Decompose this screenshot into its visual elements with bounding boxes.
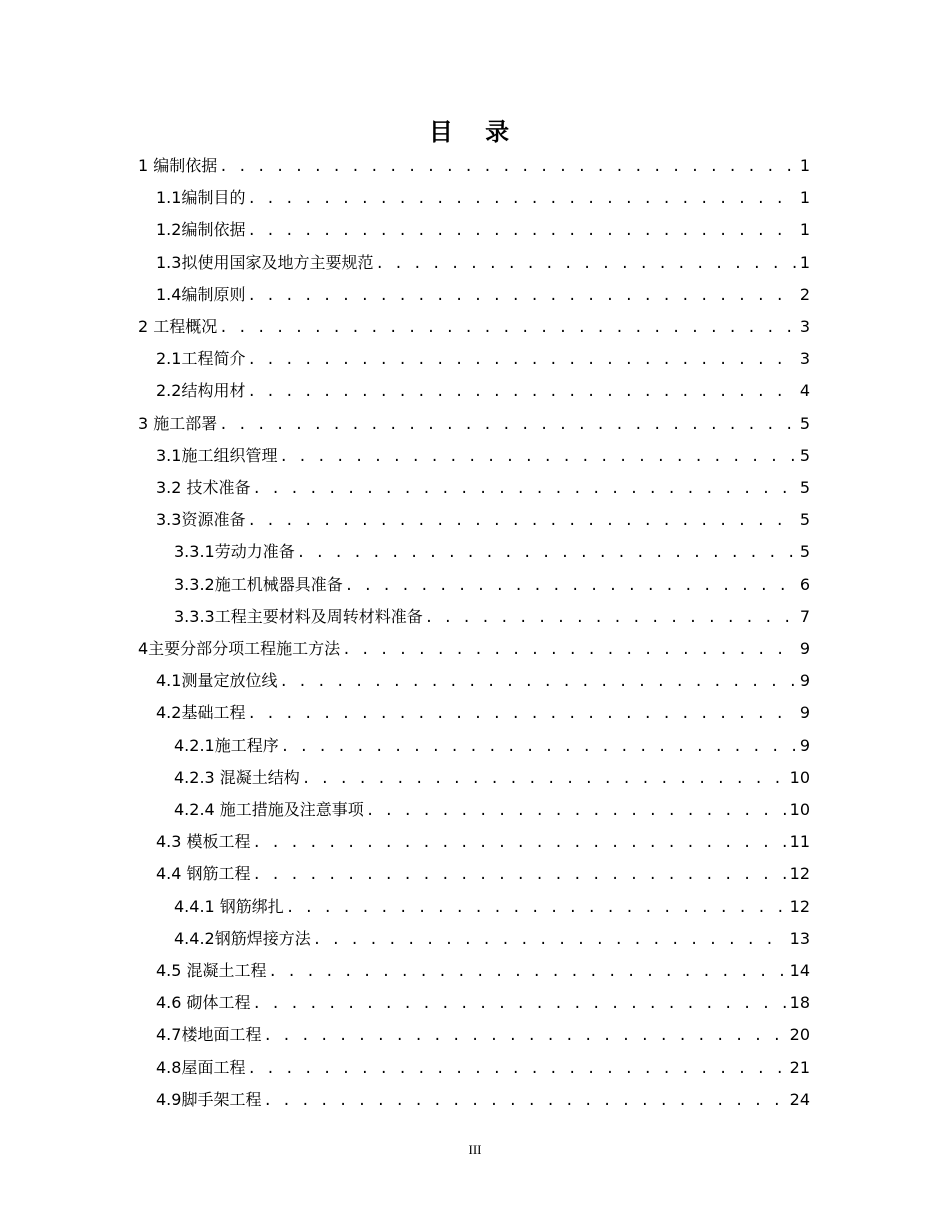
toc-dot-leader [247, 283, 795, 309]
toc-entry-label: 3 施工部署 [138, 414, 218, 433]
toc-entry-page-number: 10 [789, 768, 810, 787]
toc-dot-leader [302, 766, 786, 792]
toc-entry-page-number: 2 [799, 285, 810, 304]
toc-entry-page-number: 18 [789, 993, 810, 1012]
toc-entry[interactable] [156, 282, 810, 308]
toc-entry[interactable] [156, 1055, 810, 1081]
toc-entry-label: 2 工程概况 [138, 317, 218, 336]
toc-entry[interactable] [138, 411, 810, 437]
toc-entry-label: 3.3.3工程主要材料及周转材料准备 [174, 607, 423, 626]
toc-dot-leader [247, 1056, 785, 1082]
toc-entry-page-number: 6 [799, 575, 810, 594]
toc-entry-label: 4.7楼地面工程 [156, 1025, 262, 1044]
toc-entry[interactable] [138, 636, 810, 662]
toc-dot-leader [286, 895, 786, 921]
toc-dot-leader [425, 605, 796, 631]
toc-entry-label: 4.4.2钢筋焊接方法 [174, 929, 311, 948]
toc-entry-page-number: 1 [799, 156, 810, 175]
toc-dot-leader [247, 347, 795, 373]
toc-entry-page-number: 12 [789, 897, 810, 916]
toc-entry[interactable] [138, 314, 810, 340]
toc-entry-label: 1 编制依据 [138, 156, 218, 175]
toc-entry-page-number: 5 [799, 446, 810, 465]
toc-entry-label: 4.2.1施工程序 [174, 736, 279, 755]
toc-entry[interactable] [174, 894, 810, 920]
toc-entry-page-number: 13 [789, 929, 810, 948]
toc-entry[interactable] [156, 250, 810, 276]
toc-entry[interactable] [156, 829, 810, 855]
toc-dot-leader [247, 508, 795, 534]
toc-entry-page-number: 1 [799, 220, 810, 239]
toc-entry-page-number: 9 [799, 703, 810, 722]
toc-entry-page-number: 5 [799, 542, 810, 561]
toc-entry-label: 4.5 混凝土工程 [156, 961, 267, 980]
toc-entry-label: 4.1测量定放位线 [156, 671, 278, 690]
toc-entry[interactable] [174, 797, 810, 823]
toc-entry-page-number: 10 [789, 800, 810, 819]
toc-entry[interactable] [174, 539, 810, 565]
toc-entry-page-number: 9 [799, 671, 810, 690]
toc-entry-page-number: 7 [799, 607, 810, 626]
toc-entry[interactable] [156, 1087, 810, 1113]
toc-entry[interactable] [156, 861, 810, 887]
toc-entry-page-number: 5 [799, 478, 810, 497]
toc-entry-label: 3.3.1劳动力准备 [174, 542, 295, 561]
toc-dot-leader [219, 154, 796, 180]
toc-entry-page-number: 20 [789, 1025, 810, 1044]
toc-entry-page-number: 11 [789, 832, 810, 851]
toc-dot-leader [345, 573, 796, 599]
toc-dot-leader [247, 218, 795, 244]
toc-dot-leader [281, 734, 796, 760]
toc-entry[interactable] [156, 185, 810, 211]
toc-entry-page-number: 9 [799, 639, 810, 658]
toc-entry-page-number: 1 [799, 188, 810, 207]
toc-entry[interactable] [174, 604, 810, 630]
toc-entry-label: 4主要分部分项工程施工方法 [138, 639, 341, 658]
toc-dot-leader [253, 476, 796, 502]
toc-entry-label: 2.1工程简介 [156, 349, 246, 368]
toc-dot-leader [219, 412, 796, 438]
toc-dot-leader [313, 927, 786, 953]
toc-entry-label: 1.4编制原则 [156, 285, 246, 304]
toc-entry[interactable] [156, 346, 810, 372]
toc-dot-leader [219, 315, 796, 341]
toc-entry-label: 1.3拟使用国家及地方主要规范 [156, 253, 374, 272]
toc-dot-leader [247, 186, 795, 212]
toc-title: 目 录 [428, 118, 522, 146]
toc-entry-label: 4.4 钢筋工程 [156, 864, 251, 883]
toc-dot-leader [297, 540, 796, 566]
toc-entry-page-number: 9 [799, 736, 810, 755]
toc-entry-label: 4.2.4 施工措施及注意事项 [174, 800, 364, 819]
toc-entry-label: 3.2 技术准备 [156, 478, 251, 497]
toc-entry-label: 3.3.2施工机械器具准备 [174, 575, 343, 594]
toc-dot-leader [253, 830, 786, 856]
toc-entry[interactable] [156, 443, 810, 469]
toc-entry-page-number: 3 [799, 349, 810, 368]
toc-entry-page-number: 5 [799, 414, 810, 433]
toc-entry[interactable] [138, 153, 810, 179]
toc-entry[interactable] [156, 1022, 810, 1048]
toc-dot-leader [263, 1088, 785, 1114]
toc-entry[interactable] [174, 733, 810, 759]
toc-entry[interactable] [156, 507, 810, 533]
toc-entry-label: 4.9脚手架工程 [156, 1090, 262, 1109]
toc-entry-label: 1.1编制目的 [156, 188, 246, 207]
toc-entry-page-number: 4 [799, 381, 810, 400]
toc-entry[interactable] [156, 475, 810, 501]
toc-dot-leader [279, 444, 795, 470]
toc-dot-leader [253, 862, 786, 888]
toc-dot-leader [247, 379, 795, 405]
toc-entry-page-number: 14 [789, 961, 810, 980]
toc-entry-page-number: 21 [789, 1058, 810, 1077]
toc-dot-leader [342, 637, 796, 663]
toc-entry-page-number: 5 [799, 510, 810, 529]
toc-dot-leader [269, 959, 786, 985]
toc-entry-label: 3.1施工组织管理 [156, 446, 278, 465]
toc-entry-page-number: 1 [799, 253, 810, 272]
toc-entry[interactable] [156, 668, 810, 694]
toc-dot-leader [375, 251, 795, 277]
toc-entry[interactable] [156, 958, 810, 984]
toc-entry-label: 4.6 砌体工程 [156, 993, 251, 1012]
footer-page-number: III [468, 1142, 482, 1157]
toc-entry[interactable] [174, 926, 810, 952]
toc-entry-page-number: 12 [789, 864, 810, 883]
toc-dot-leader [247, 701, 795, 727]
toc-entry[interactable] [156, 378, 810, 404]
toc-entry-label: 4.4.1 钢筋绑扎 [174, 897, 284, 916]
toc-dot-leader [253, 991, 786, 1017]
toc-entry[interactable] [174, 572, 810, 598]
toc-entry-label: 4.2基础工程 [156, 703, 246, 722]
toc-entry[interactable] [156, 700, 810, 726]
toc-entry-label: 1.2编制依据 [156, 220, 246, 239]
toc-entry-label: 3.3资源准备 [156, 510, 246, 529]
toc-dot-leader [279, 669, 795, 695]
toc-entry-label: 4.2.3 混凝土结构 [174, 768, 300, 787]
toc-entry[interactable] [174, 765, 810, 791]
toc-entry-page-number: 3 [799, 317, 810, 336]
toc-dot-leader [366, 798, 786, 824]
toc-entry[interactable] [156, 217, 810, 243]
toc-entry-page-number: 24 [789, 1090, 810, 1109]
toc-entry-label: 4.8屋面工程 [156, 1058, 246, 1077]
toc-entry-label: 2.2结构用材 [156, 381, 246, 400]
toc-entry-label: 4.3 模板工程 [156, 832, 251, 851]
toc-dot-leader [263, 1023, 785, 1049]
toc-entry[interactable] [156, 990, 810, 1016]
